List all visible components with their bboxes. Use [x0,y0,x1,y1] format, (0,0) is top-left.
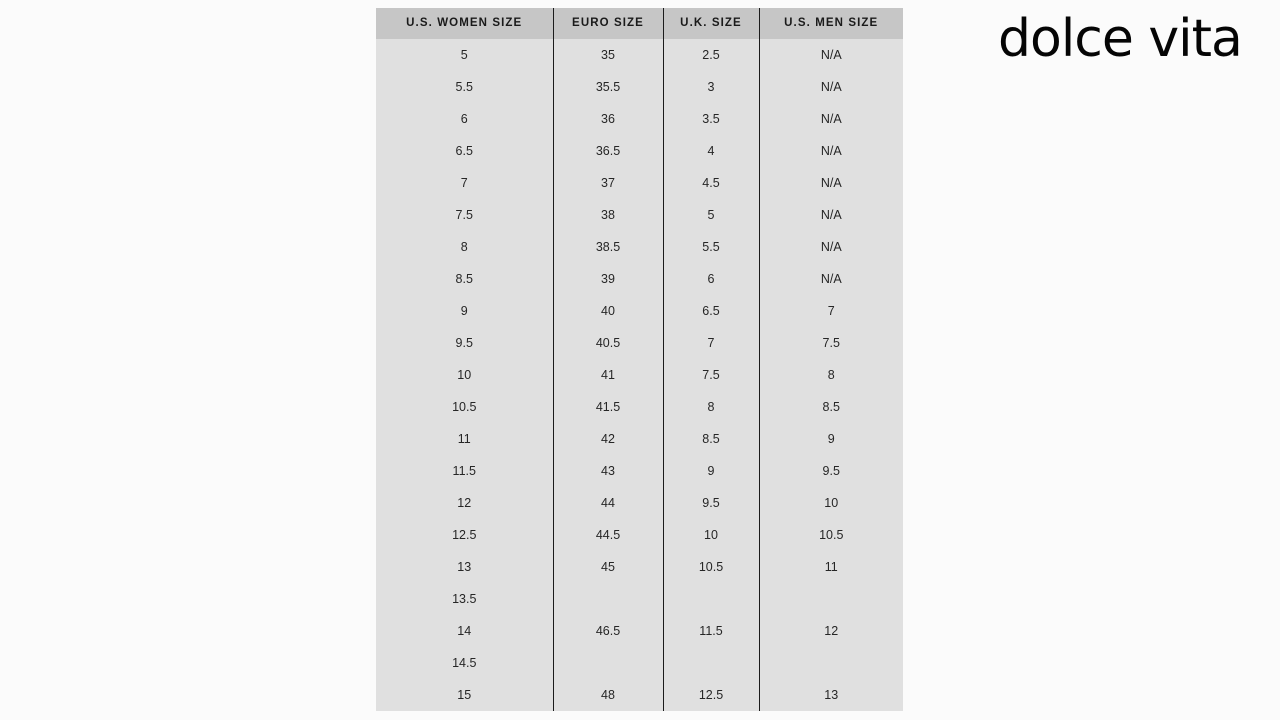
left-margin-band [0,0,376,720]
table-cell [553,583,663,615]
table-cell [759,583,903,615]
table-cell: 41.5 [553,391,663,423]
table-row [376,679,903,711]
table-cell: 40 [553,295,663,327]
table-row [376,327,903,359]
table-cell: 8.5 [663,423,759,455]
table-cell: 7.5 [376,199,553,231]
table-cell [553,647,663,679]
table-cell: 10.5 [376,391,553,423]
table-cell: 8.5 [376,263,553,295]
table-row [376,135,903,167]
table-cell: 10 [759,487,903,519]
table-cell: 11.5 [663,615,759,647]
table-cell: 14.5 [376,647,553,679]
table-cell [663,647,759,679]
table-cell: 9.5 [759,455,903,487]
table-row [376,231,903,263]
table-cell: 10 [376,359,553,391]
table-cell: 3 [663,71,759,103]
table-row [376,359,903,391]
table-cell: 11 [759,551,903,583]
table-cell: 7.5 [663,359,759,391]
table-cell: 41 [553,359,663,391]
table-cell: 38 [553,199,663,231]
table-cell: 9 [663,455,759,487]
table-header-row [376,8,903,39]
table-cell: N/A [759,231,903,263]
table-cell: 12 [376,487,553,519]
table-cell: 8.5 [759,391,903,423]
table-cell: 36.5 [553,135,663,167]
table-cell: 10 [663,519,759,551]
table-cell: 42 [553,423,663,455]
table-cell: 7.5 [759,327,903,359]
table-cell: N/A [759,71,903,103]
table-cell: N/A [759,199,903,231]
table-row [376,71,903,103]
table-cell: 13.5 [376,583,553,615]
table-cell: 9 [376,295,553,327]
table-cell: 39 [553,263,663,295]
table-cell: 7 [376,167,553,199]
right-margin-band [903,0,1280,720]
table-cell: 12.5 [663,679,759,711]
table-cell: 6 [376,103,553,135]
table-cell: 9.5 [663,487,759,519]
table-cell: 5 [376,39,553,71]
size-conversion-table [376,8,903,711]
table-row [376,391,903,423]
table-cell: 5.5 [376,71,553,103]
table-cell: 44.5 [553,519,663,551]
table-row [376,519,903,551]
table-cell: 36 [553,103,663,135]
table-row [376,647,903,679]
table-cell [663,583,759,615]
table-cell: N/A [759,103,903,135]
table-cell: 11.5 [376,455,553,487]
column-header-euro: EURO SIZE [553,8,663,39]
table-cell: 35 [553,39,663,71]
table-header [376,8,903,39]
table-cell: 14 [376,615,553,647]
table-row [376,103,903,135]
table-cell: 48 [553,679,663,711]
column-header-uk: U.K. SIZE [663,8,759,39]
table-cell: 46.5 [553,615,663,647]
table-cell: 6.5 [663,295,759,327]
table-cell: 4 [663,135,759,167]
table-cell: 35.5 [553,71,663,103]
table-cell: 7 [759,295,903,327]
table-cell: 13 [759,679,903,711]
table-cell: 3.5 [663,103,759,135]
table-cell: N/A [759,263,903,295]
table-cell: 37 [553,167,663,199]
table-cell: 5.5 [663,231,759,263]
table-cell: 9 [759,423,903,455]
table-row [376,615,903,647]
table-row [376,423,903,455]
table-cell: 9.5 [376,327,553,359]
table-cell: 10.5 [759,519,903,551]
table-cell: N/A [759,39,903,71]
table-cell: 12.5 [376,519,553,551]
table-row [376,167,903,199]
table-cell: 2.5 [663,39,759,71]
table-row [376,295,903,327]
table-cell: 38.5 [553,231,663,263]
table-cell: 4.5 [663,167,759,199]
table-cell: 6 [663,263,759,295]
table-cell: 5 [663,199,759,231]
table-cell: 6.5 [376,135,553,167]
table-row [376,455,903,487]
table-cell: 15 [376,679,553,711]
table-row [376,199,903,231]
table-cell: 10.5 [663,551,759,583]
table-cell: 8 [663,391,759,423]
table-row [376,263,903,295]
column-header-us-men: U.S. MEN SIZE [759,8,903,39]
table-row [376,551,903,583]
table-body [376,39,903,711]
table-cell: 44 [553,487,663,519]
table-cell [759,647,903,679]
table-cell: 11 [376,423,553,455]
table-cell: 7 [663,327,759,359]
table-cell: 8 [376,231,553,263]
brand-logo: dolce vita [998,9,1242,69]
table-row [376,583,903,615]
table-row [376,39,903,71]
table-cell: N/A [759,167,903,199]
table-cell: 40.5 [553,327,663,359]
table-cell: 12 [759,615,903,647]
table-cell: 45 [553,551,663,583]
table-cell: 8 [759,359,903,391]
table-row [376,487,903,519]
table-cell: 43 [553,455,663,487]
table-cell: 13 [376,551,553,583]
column-header-us-women: U.S. WOMEN SIZE [376,8,553,39]
table-cell: N/A [759,135,903,167]
